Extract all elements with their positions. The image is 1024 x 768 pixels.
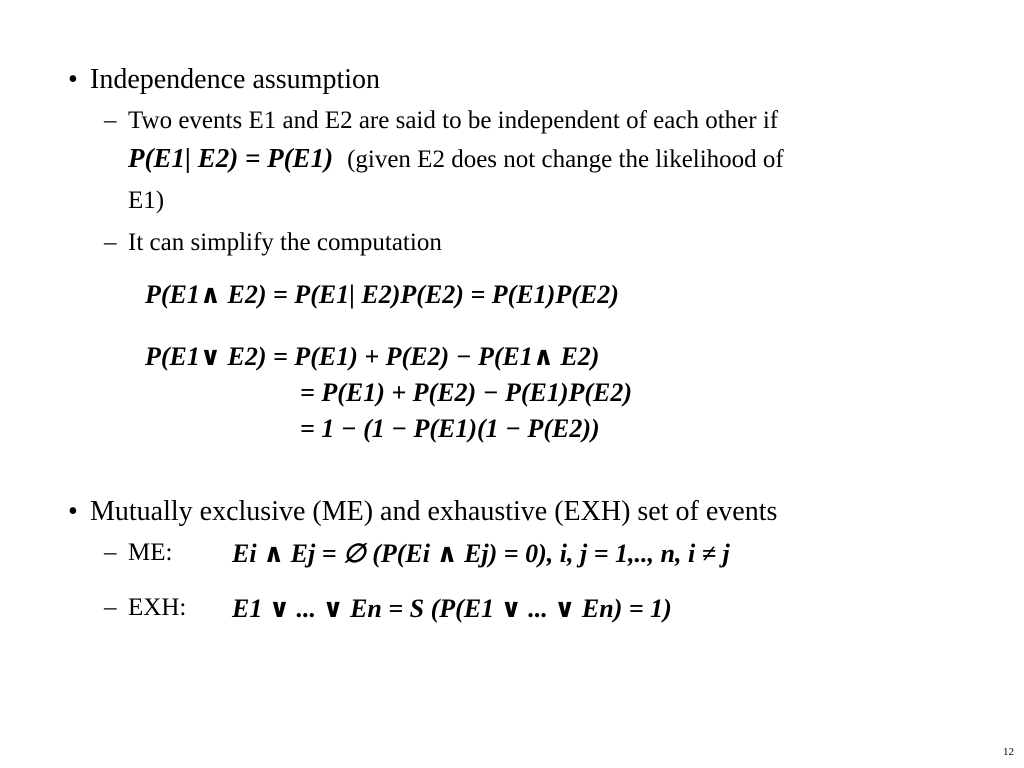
me-label: ME: [128,539,173,566]
equation-or-rule-line1: P(E1∨ E2) = P(E1) + P(E2) − P(E1∧ E2) [145,342,600,371]
formula-exhaustive: E1 ∨ ... ∨ En = S (P(E1 ∨ ... ∨ En) = 1) [232,594,672,623]
simplify-text: It can simplify the computation [128,229,442,256]
heading-me-exh: Mutually exclusive (ME) and exhaustive (EXH) set of events [90,496,778,527]
subitem-simplify [104,229,442,257]
subitem-me [104,539,730,568]
bullet-icon: • [68,64,78,95]
dash-icon: – [104,107,117,134]
given-clause-end: E1) [128,187,165,214]
dash-icon: – [104,229,117,256]
equation-and-rule: P(E1∧ E2) = P(E1| E2)P(E2) = P(E1)P(E2) [145,280,619,309]
bullet-item-independence [68,64,380,96]
heading-independence: Independence assumption [90,64,381,95]
dash-icon: – [104,539,117,566]
equation-or-rule-line3: = 1 − (1 − P(E1)(1 − P(E2)) [300,414,600,443]
exh-label: EXH: [128,594,187,621]
bullet-icon: • [68,496,78,527]
independence-definition-line2 [128,143,784,174]
subitem-exh [104,594,672,623]
page-number: 12 [1003,746,1014,758]
bullet-item-me-exh [68,496,777,528]
formula-conditional-independence: P(E1| E2) = P(E1) [128,143,334,173]
independence-definition-text: Two events E1 and E2 are said to be independent of each other if [128,107,779,134]
equation-or-rule-line2: = P(E1) + P(E2) − P(E1)P(E2) [300,378,633,407]
formula-mutually-exclusive: Ei ∧ Ej = ∅ (P(Ei ∧ Ej) = 0), i, j = 1,.., n, i ≠ j [232,539,730,568]
given-clause-text: (given E2 does not change the likelihood of [347,146,784,173]
subitem-independent-events [104,107,778,135]
dash-icon: – [104,594,117,621]
